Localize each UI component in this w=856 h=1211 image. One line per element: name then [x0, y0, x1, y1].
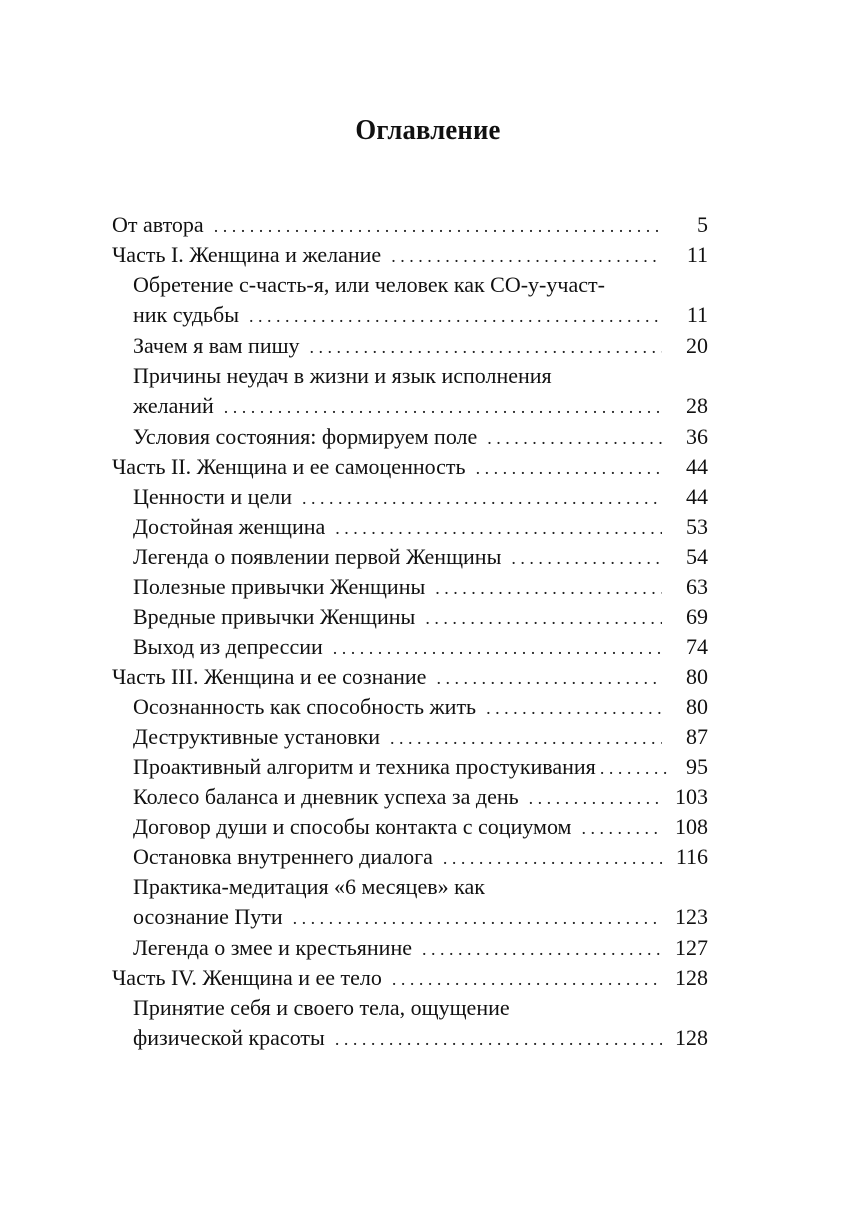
- leader-dots: [435, 573, 662, 603]
- toc-entry[interactable]: [112, 300, 708, 331]
- leader-dots: [581, 813, 662, 843]
- toc-page-number: 54: [686, 544, 708, 569]
- toc-page-number: 123: [675, 904, 708, 929]
- toc-entry[interactable]: [112, 482, 708, 512]
- leader-dots: [335, 1024, 662, 1054]
- toc-entry[interactable]: [112, 933, 708, 963]
- toc-entry[interactable]: [112, 422, 708, 452]
- toc-entry[interactable]: [112, 210, 708, 240]
- toc-page-number: 116: [675, 844, 708, 869]
- toc-page-number: 11: [686, 302, 708, 327]
- toc-page-number: 63: [686, 574, 708, 599]
- toc-page-number: 103: [675, 784, 708, 809]
- toc-entry[interactable]: [112, 1023, 708, 1054]
- toc-entry[interactable]: [112, 512, 708, 542]
- toc-page-number: 74: [686, 634, 708, 659]
- toc-entry-title: Легенда о появлении первой Женщины: [133, 544, 502, 569]
- toc-entry-lead-line[interactable]: [112, 270, 708, 300]
- toc-entry[interactable]: [112, 692, 708, 722]
- toc-entry[interactable]: [112, 902, 708, 933]
- toc-entry-title: Полезные привычки Женщины: [133, 574, 426, 599]
- toc-entry[interactable]: [112, 632, 708, 662]
- toc-part[interactable]: [112, 452, 708, 482]
- toc-entry[interactable]: [112, 602, 708, 632]
- leader-dots: [224, 392, 662, 422]
- toc-page-number: 80: [686, 694, 708, 719]
- toc-entry-title: Легенда о змее и крестьянине: [133, 935, 412, 960]
- toc-entry-title: физической красоты: [133, 1025, 325, 1050]
- toc-page-number: 128: [675, 1025, 708, 1050]
- page-title: Оглавление: [355, 114, 501, 146]
- toc-part[interactable]: [112, 963, 708, 993]
- toc-entry-title: Проактивный алгоритм и техника простукивания: [133, 754, 596, 779]
- toc-entry[interactable]: [112, 842, 708, 872]
- toc-entry-title-line1: Обретение с-часть-я, или человек как СО-у-участ-: [133, 272, 605, 297]
- leader-dots: [392, 964, 662, 994]
- toc-entry[interactable]: [112, 331, 708, 361]
- toc-entry-title: осознание Пути: [133, 904, 283, 929]
- toc-part[interactable]: [112, 662, 708, 692]
- toc-page-number: 11: [686, 242, 708, 267]
- leader-dots: [333, 633, 662, 663]
- leader-dots: [486, 693, 662, 723]
- toc-entry-title: Колесо баланса и дневник успеха за день: [133, 784, 519, 809]
- toc-entry-lead-line[interactable]: [112, 993, 708, 1023]
- leader-dots: [390, 723, 662, 753]
- toc-entry-title: Ценности и цели: [133, 484, 292, 509]
- toc-part-title: Часть I. Женщина и желание: [112, 242, 382, 267]
- toc-page-number: 128: [675, 965, 708, 990]
- toc-entry[interactable]: [112, 572, 708, 602]
- toc-page-number: 44: [686, 454, 708, 479]
- leader-dots: [293, 903, 662, 933]
- toc-page-number: 87: [686, 724, 708, 749]
- leader-dots: [302, 483, 662, 513]
- toc-page-number: 80: [686, 664, 708, 689]
- toc-entry-title: Осознанность как способность жить: [133, 694, 477, 719]
- toc-entry[interactable]: [112, 812, 708, 842]
- toc-entry-title: ник судьбы: [133, 302, 240, 327]
- toc-entry-lead-line[interactable]: [112, 361, 708, 391]
- toc-entry-title-line1: Практика-медитация «6 месяцев» как: [133, 874, 485, 899]
- leader-dots: [436, 663, 662, 693]
- toc-entry-title: Вредные привычки Женщины: [133, 604, 416, 629]
- toc-page-number: 36: [686, 424, 708, 449]
- toc-part-title: Часть IV. Женщина и ее тело: [112, 965, 382, 990]
- toc-entry[interactable]: [112, 542, 708, 572]
- toc-entry-title: Выход из депрессии: [133, 634, 323, 659]
- leader-dots: [422, 934, 662, 964]
- leader-dots: [600, 753, 668, 783]
- toc-entry-title: Деструктивные установки: [133, 724, 380, 749]
- toc-part-title: Часть III. Женщина и ее сознание: [112, 664, 427, 689]
- toc-entry-title-line1: Причины неудач в жизни и язык исполнения: [133, 363, 552, 388]
- leader-dots: [249, 301, 662, 331]
- toc-entry-title: желаний: [133, 393, 214, 418]
- leader-dots: [487, 423, 662, 453]
- leader-dots: [476, 453, 662, 483]
- toc-entry-title: Договор души и способы контакта с социумом: [133, 814, 572, 839]
- leader-dots: [443, 843, 662, 873]
- toc-page-number: 44: [686, 484, 708, 509]
- leader-dots: [335, 513, 662, 543]
- leader-dots: [425, 603, 662, 633]
- toc-entry-title: Зачем я вам пишу: [133, 333, 300, 358]
- toc-entry-title: Достойная женщина: [133, 514, 326, 539]
- toc-page-number: 95: [686, 754, 708, 779]
- toc-part-title: Часть II. Женщина и ее самоценность: [112, 454, 466, 479]
- toc-part[interactable]: [112, 240, 708, 270]
- toc-entry-lead-line[interactable]: [112, 872, 708, 902]
- toc-page-number: 5: [697, 212, 708, 237]
- toc-page-number: 28: [686, 393, 708, 418]
- leader-dots: [310, 332, 662, 362]
- table-of-contents: [112, 210, 708, 1054]
- toc-page-number: 20: [686, 333, 708, 358]
- toc-page-number: 108: [675, 814, 708, 839]
- toc-entry-title: Остановка внутреннего диалога: [133, 844, 433, 869]
- leader-dots: [214, 211, 662, 241]
- toc-entry[interactable]: [112, 391, 708, 422]
- leader-dots: [529, 783, 662, 813]
- toc-entry[interactable]: [112, 782, 708, 812]
- toc-entry-title: Условия состояния: формируем поле: [133, 424, 478, 449]
- leader-dots: [391, 241, 662, 271]
- toc-page-number: 127: [675, 935, 708, 960]
- toc-entry-title-line1: Принятие себя и своего тела, ощущение: [133, 995, 510, 1020]
- toc-entry-title: От автора: [112, 212, 204, 237]
- toc-entry[interactable]: [112, 722, 708, 752]
- toc-entry[interactable]: [112, 752, 708, 782]
- toc-page-number: 53: [686, 514, 708, 539]
- toc-page-number: 69: [686, 604, 708, 629]
- leader-dots: [511, 543, 662, 573]
